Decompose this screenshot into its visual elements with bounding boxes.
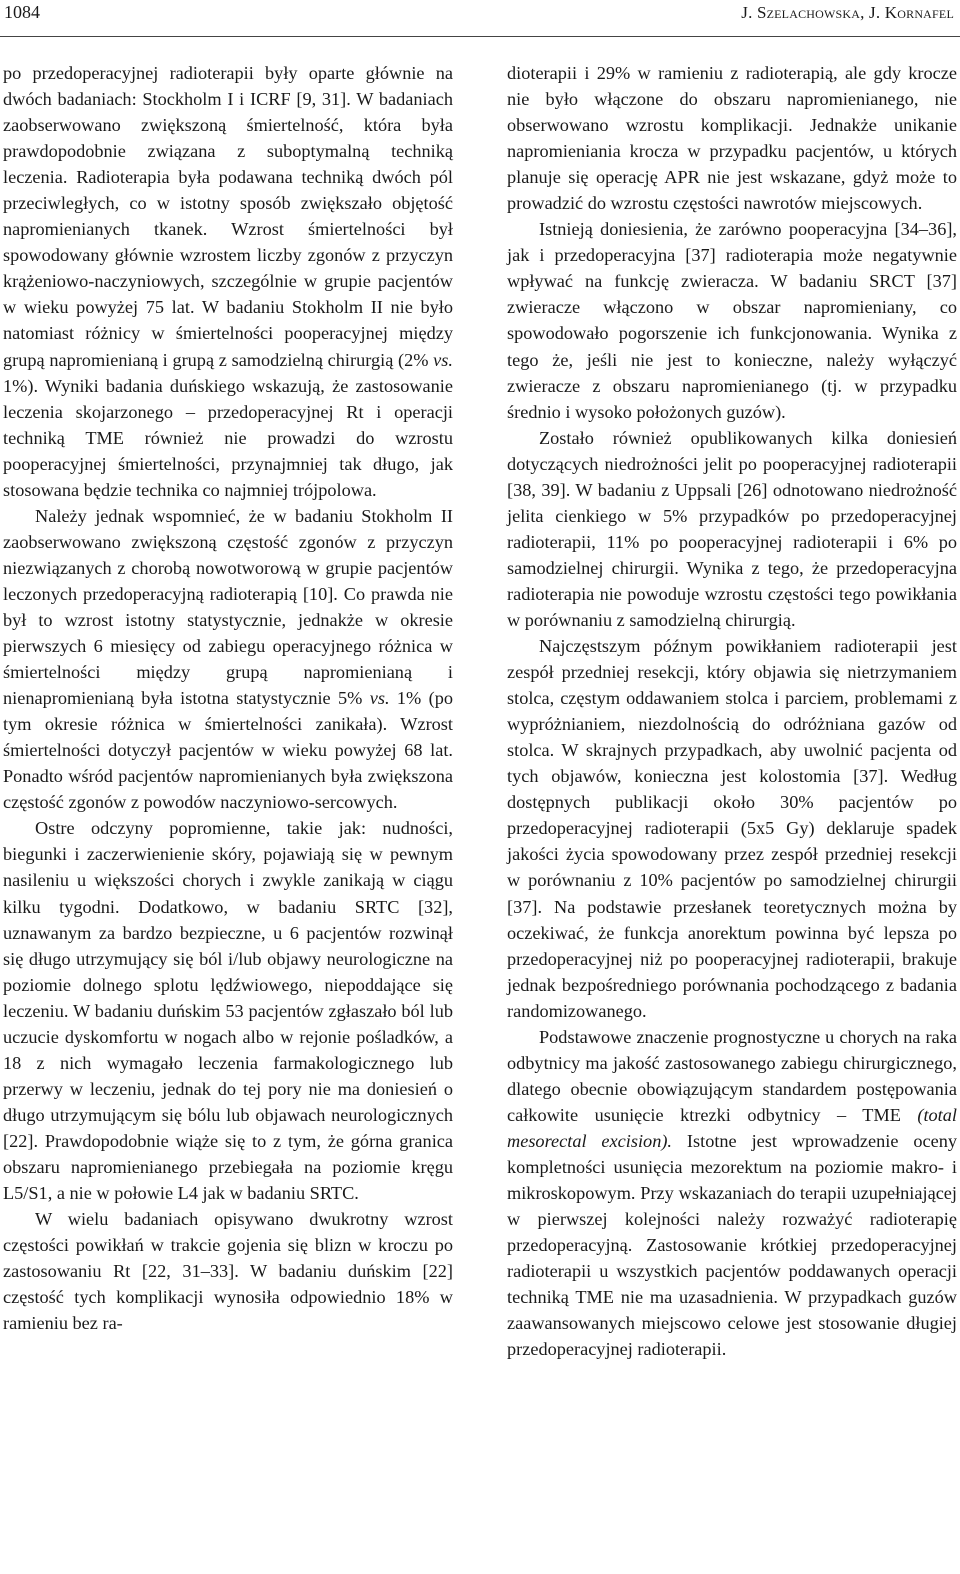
paragraph: [3, 60, 453, 503]
paragraph-text: Należy jednak wspomnieć, że w badaniu Stokholm II zaobserwowano zwiększoną częstość zgonów z przyczyn niezwiązanych z chorobą nowotworową w grupie pacjentów leczonych przedoperacyjną radioterapią [10]. Co prawda nie był to wzrost istotny statystycznie, jednakże w okresie pierwszych 6 miesięcy od zabiegu operacyjnego różnica w śmiertelności między grupą napromienianą i nienapromienianą była istotna statystycznie 5%: [3, 505, 453, 709]
right-column: [507, 60, 957, 1362]
italic-term: (total mesorectal excision).: [507, 1104, 957, 1151]
paragraph: Istnieją doniesienia, że zarówno pooperacyjna [34–36], jak i przedoperacyjna [37] radioterapia może negatywnie wpływać na funkcję zwieracza. W badaniu SRCT [37] zwieracze włączono w obszar napromieniany, co spowodowało pogorszenie ich funkcjonowania. Wynika z tego że, jeśli nie jest to konieczne, należy wyłączyć zwieracze z obszaru napromienianego (tj. w przypadku średnio i wysoko położonych guzów).: [507, 219, 957, 422]
paragraph-text: Istotne jest wprowadzenie oceny kompletności usunięcia mezorektum na poziomie makro- i mikroskopowym. Przy wskazaniach do terapii uzupełniającej w pierwszej kolejności należy rozważyć radioterapię przedoperacyjną. Zastosowanie krótkiej przedoperacyjnej radioterapii u wszystkich pacjentów poddawanych operacji techniką TME nie ma uzasadnienia. W przypadkach guzów zaawansowanych miejscowo celowe jest stosowanie długiej przedoperacyjnej radioterapii.: [507, 1130, 957, 1360]
paragraph: W wielu badaniach opisywano dwukrotny wzrost częstości powikłań w trakcie gojenia się blizn w kroczu po zastosowaniu Rt [22, 31–33]. W badaniu duńskim [22] częstość tych komplikacji wynosiła odpowiednio 18% w ramieniu bez ra-: [3, 1209, 453, 1334]
paragraph: Zostało również opublikowanych kilka doniesień dotyczących niedrożności jelit po pooperacyjnej radioterapii [38, 39]. W badaniu z Uppsali [26] odnotowano niedrożność jelita cienkiego w 5% przypadków po przedoperacyjnej radioterapii, 11% po pooperacyjnej radioterapii i 6% po samodzielnej chirurgii. Wynika z tego, że przedoperacyjna radioterapia nie powoduje wzrostu częstości tego powikłania w porównaniu z samodzielną chirurgią.: [507, 427, 957, 630]
paragraph: [507, 1024, 957, 1363]
left-column: [3, 60, 453, 1336]
paragraph: Najczęstszym późnym powikłaniem radioterapii jest zespół przedniej resekcji, który objawia się nietrzymaniem stolca, częstym oddawaniem stolca i parciem, problemami z wypróżnianiem, niezdolnością do odróżniana gazów od stolca. W skrajnych przypadkach, aby uwolnić pacjenta od tych objawów, konieczna jest kolostomia [37]. Według dostępnych publikacji około 30% pacjentów po przedoperacyjnej radioterapii (5x5 Gy) deklaruje spadek jakości życia spowodowany przez zespół przedniej resekcji w porównaniu z 10% pacjentów po samodzielnej chirurgii [37]. Na podstawie przesłanek teoretycznych można by oczekiwać, że funkcja anorektum powinna być lepsza po przedoperacyjnej niż po pooperacyjnej radioterapii, brakuje jednak bezpośredniego porównania pochodzącego z badania randomizowanego.: [507, 636, 957, 1021]
paragraph-text: 1%). Wyniki badania duńskiego wskazują, że zastosowanie leczenia skojarzonego – przedoperacyjnej Rt i operacji techniką TME również nie prowadzi do wzrostu pooperacyjnej śmiertelności, przynajmniej tak długo, jak stosowana będzie technika co najmniej trójpolowa.: [3, 375, 453, 500]
page-header: [0, 0, 960, 38]
author-separator: , J. K: [860, 3, 898, 22]
vs-italic: vs.: [369, 688, 390, 709]
paragraph-text: Podstawowe znaczenie prognostyczne u chorych na raka odbytnicy ma jakość zastosowanego zabiegu chirurgicznego, dlatego obecnie obowiązującym standardem postępowania całkowite usunięcie ktrezki odbytnicy – TME: [507, 1026, 957, 1125]
paragraph: Ostre odczyny popromienne, takie jak: nudności, biegunki i zaczerwienienie skóry, pojawiają się w pewnym nasileniu u większości chorych i zwykle zanikają w ciągu kilku tygodni. Dodatkowo, w badaniu SRTC [32], uznawanym za bardzo bezpieczne, u 6 pacjentów rozwinął się długo utrzymujący się ból i/lub objawy neurologiczne na poziomie dolnego splotu lędźwiowego, niepoddające się leczeniu. W badaniu duńskim 53 pacjentów zgłaszało ból lub uczucie dyskomfortu w nogach albo w rejonie pośladków, a 18 z nich wymagało leczenia farmakologicznego lub przerwy w leczeniu, jednak do tej pory nie ma doniesień o długo utrzymującym się bólu lub objawach neurologicznych [22]. Prawdopodobnie wiąże się to z tym, że górna granica obszaru napromienianego przebiegała na poziomie kręgu L5/S1, a nie w połowie L4 jak w badaniu SRTC.: [3, 818, 453, 1204]
paragraph-text: 1% (po tym okresie różnica w śmiertelności zanikała). Wzrost śmiertelności dotyczył pacjentów w wieku powyżej 68 lat. Ponadto wśród pacjentów napromienianych była zwiększona częstość zgonów z powodów naczyniowo-sercowych.: [3, 688, 453, 813]
header-rule: [0, 36, 960, 37]
author-1-initial: J. S: [741, 3, 767, 22]
author-1-surname: zelachowska: [766, 3, 861, 22]
paragraph-text: po przedoperacyjnej radioterapii były oparte głównie na dwóch badaniach: Stockholm I i ICRF [9, 31]. W badaniach zaobserwowano zwiększoną śmiertelność, która była prawdopodobnie związana z suboptymalną techniką leczenia. Radioterapia była podawana techniką dwóch pól przeciwległych, co w istotny sposób zwiększało objętość napromienianych tkanek. Wzrost śmiertelności był spowodowany głównie wzrostem liczby zgonów z przyczyn krążeniowo-naczyniowych, szczególnie w grupie pacjentów w wieku powyżej 75 lat. W badaniu Stokholm II nie było natomiast różnicy w śmiertelności pooperacyjnej między grupą napromienianą i grupą z samodzielną chirurgią (2%: [3, 63, 453, 370]
vs-italic: vs.: [433, 349, 453, 370]
paragraph: [3, 503, 453, 816]
paragraph: dioterapii i 29% w ramieniu z radioterapią, ale gdy krocze nie było włączone do obszaru napromienianego, nie obserwowano wzrostu komplikacji. Jednakże unikanie napromieniania krocza w przypadku pacjentów, u których planuje się operację APR nie jest wskazane, gdyż może to prowadzić do wzrostu częstości nawrotów miejscowych.: [507, 63, 957, 214]
running-head-authors: [741, 3, 954, 23]
author-2-surname: ornafel: [897, 3, 954, 22]
page-number: 1084: [4, 2, 40, 22]
